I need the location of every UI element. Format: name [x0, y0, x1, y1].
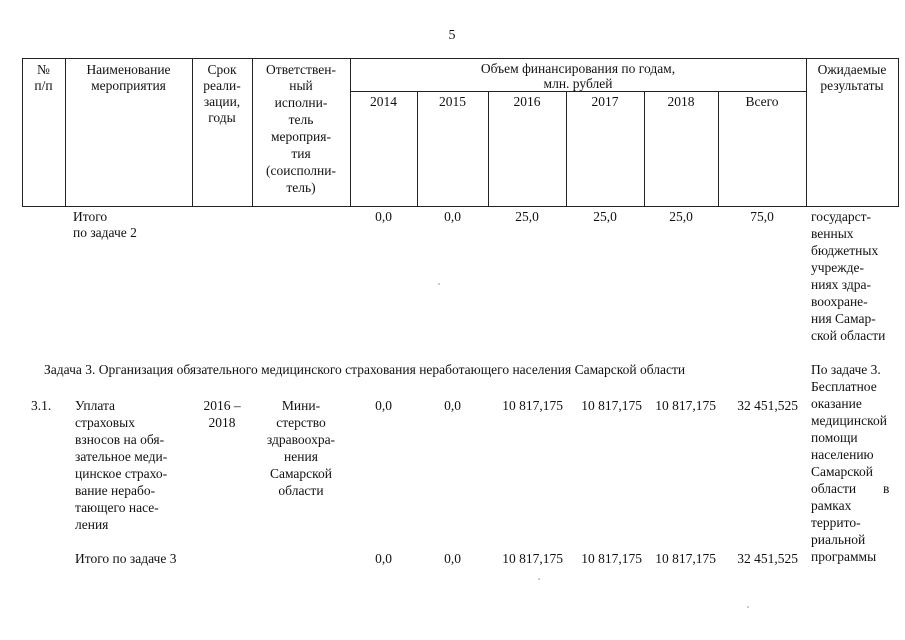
scan-speck: [438, 283, 440, 285]
page-number: 5: [448, 28, 456, 43]
task3-title: Задача 3. Организация обязательного медицинского страхования неработающего населения Самарской области: [44, 362, 686, 377]
scan-speck: [538, 578, 540, 580]
scan-speck: [747, 606, 749, 608]
row-number: 3.1.: [31, 398, 52, 413]
